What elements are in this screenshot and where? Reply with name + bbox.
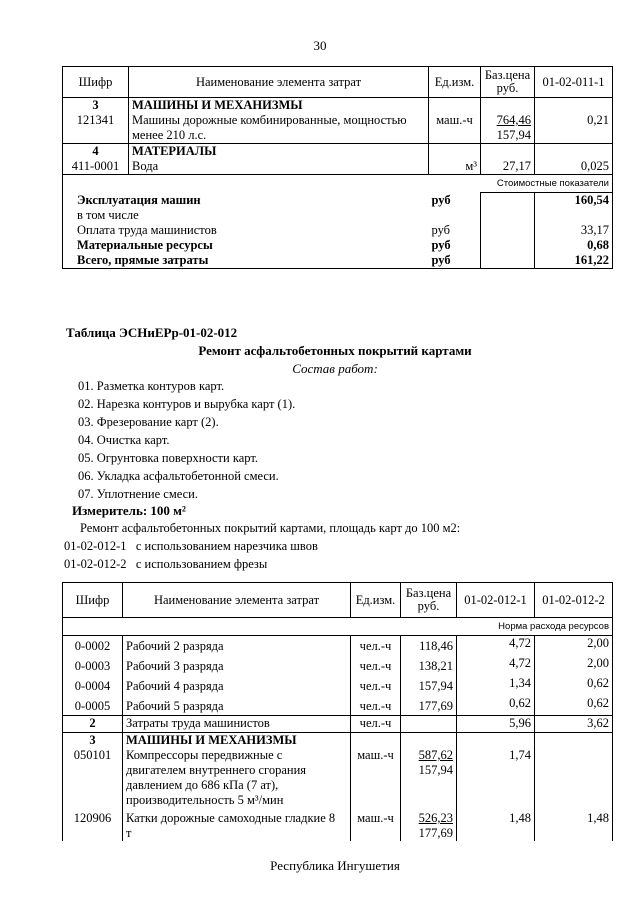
- material-price: 27,17: [481, 159, 535, 175]
- machine-price: 526,23 177,69: [401, 808, 457, 841]
- resource-table-012: [62, 582, 613, 841]
- machine-price: 587,62 157,94: [401, 748, 457, 808]
- variant-row: 01-02-012-1 с использованием нарезчика швов: [64, 539, 318, 553]
- table-title: Таблица ЭСНиЕРр-01-02-012: [66, 325, 238, 340]
- material-code: 411-0001: [63, 159, 129, 175]
- header-price: Баз.цена руб.: [401, 583, 457, 618]
- header-code: Шифр: [63, 583, 123, 618]
- material-value: 0,025: [535, 159, 613, 175]
- table-row: 050101 Компрессоры передвижные с двигателем внутреннего сгорания давлением до 686 кПа (7 ат), производительность 5 м³/мин маш.-ч 587,62 157,94 1,74: [63, 748, 613, 808]
- list-item: 01. Разметка контуров карт.: [78, 379, 225, 393]
- list-item: 02. Нарезка контуров и вырубка карт (1).: [78, 397, 296, 411]
- list-item: 06. Укладка асфальтобетонной смеси.: [78, 469, 279, 483]
- header-variant-1: 01-02-012-1: [457, 583, 535, 618]
- header-variant: 01-02-011-1: [535, 67, 613, 98]
- table-row: 0-0004 Рабочий 4 разряда чел.-ч 157,94 1,34 0,62: [63, 676, 613, 696]
- section-number: 4: [63, 144, 129, 160]
- material-unit: м³: [429, 159, 481, 175]
- table-row: 2 Затраты труда машинистов чел.-ч 5,96 3,62: [63, 716, 613, 733]
- machine-unit: маш.-ч: [429, 113, 481, 144]
- section-subheading: Состав работ:: [292, 361, 378, 376]
- summary-row: Материальные ресурсы руб 0,68: [63, 238, 613, 253]
- material-name: Вода: [129, 159, 429, 175]
- meter-label: Измеритель: 100 м²: [72, 503, 186, 518]
- list-item: 07. Уплотнение смеси.: [78, 487, 198, 501]
- norm-header: Норма расхода ресурсов: [63, 618, 613, 636]
- description: Ремонт асфальтобетонных покрытий картами, площадь карт до 100 м2:: [80, 521, 461, 535]
- summary-row: Эксплуатация машин руб 160,54: [63, 193, 613, 209]
- header-price: Баз.цена руб.: [481, 67, 535, 98]
- section-heading: Ремонт асфальтобетонных покрытий картами: [198, 343, 472, 358]
- header-code: Шифр: [63, 67, 129, 98]
- summary-row: Оплата труда машинистов руб 33,17: [63, 223, 613, 238]
- table-row: 0-0002 Рабочий 2 разряда чел.-ч 118,46 4,72 2,00: [63, 636, 613, 656]
- list-item: 03. Фрезерование карт (2).: [78, 415, 219, 429]
- page-number: 30: [313, 38, 327, 53]
- section-number: 3: [63, 98, 129, 114]
- machine-value: 0,21: [535, 113, 613, 144]
- section-number: 3: [63, 733, 123, 749]
- machine-price: 764,46 157,94: [481, 113, 535, 144]
- table-row: 120906 Катки дорожные самоходные гладкие 8 т маш.-ч 526,23 177,69 1,48 1,48: [63, 808, 613, 841]
- header-unit: Ед.изм.: [429, 67, 481, 98]
- header-variant-2: 01-02-012-2: [535, 583, 613, 618]
- list-item: 05. Огрунтовка поверхности карт.: [78, 451, 258, 465]
- machine-name: Компрессоры передвижные с двигателем внутреннего сгорания давлением до 686 кПа (7 ат), производительность 5 м³/мин: [123, 748, 351, 808]
- list-item: 04. Очистка карт.: [78, 433, 170, 447]
- works-list: [78, 377, 295, 503]
- cost-indicators-header: Стоимостные показатели: [481, 175, 613, 193]
- summary-row: в том числе: [63, 208, 613, 223]
- summary-row: Всего, прямые затраты руб 161,22: [63, 253, 613, 269]
- section-title: МАШИНЫ И МЕХАНИЗМЫ: [123, 733, 351, 749]
- machine-name: Машины дорожные комбинированные, мощностью менее 210 л.с.: [129, 113, 429, 144]
- section-title: МАШИНЫ И МЕХАНИЗМЫ: [129, 98, 429, 114]
- header-name: Наименование элемента затрат: [129, 67, 429, 98]
- table-row: 0-0005 Рабочий 5 разряда чел.-ч 177,69 0,62 0,62: [63, 696, 613, 716]
- section-title: МАТЕРИАЛЫ: [129, 144, 429, 160]
- footer: Республика Ингушетия: [270, 858, 400, 873]
- machine-code: 121341: [63, 113, 129, 144]
- machine-name: Катки дорожные самоходные гладкие 8 т: [123, 808, 351, 841]
- resource-table-011: [62, 66, 613, 269]
- table-row: 0-0003 Рабочий 3 разряда чел.-ч 138,21 4,72 2,00: [63, 656, 613, 676]
- header-unit: Ед.изм.: [351, 583, 401, 618]
- header-name: Наименование элемента затрат: [123, 583, 351, 618]
- variant-row: 01-02-012-2 с использованием фрезы: [64, 557, 268, 571]
